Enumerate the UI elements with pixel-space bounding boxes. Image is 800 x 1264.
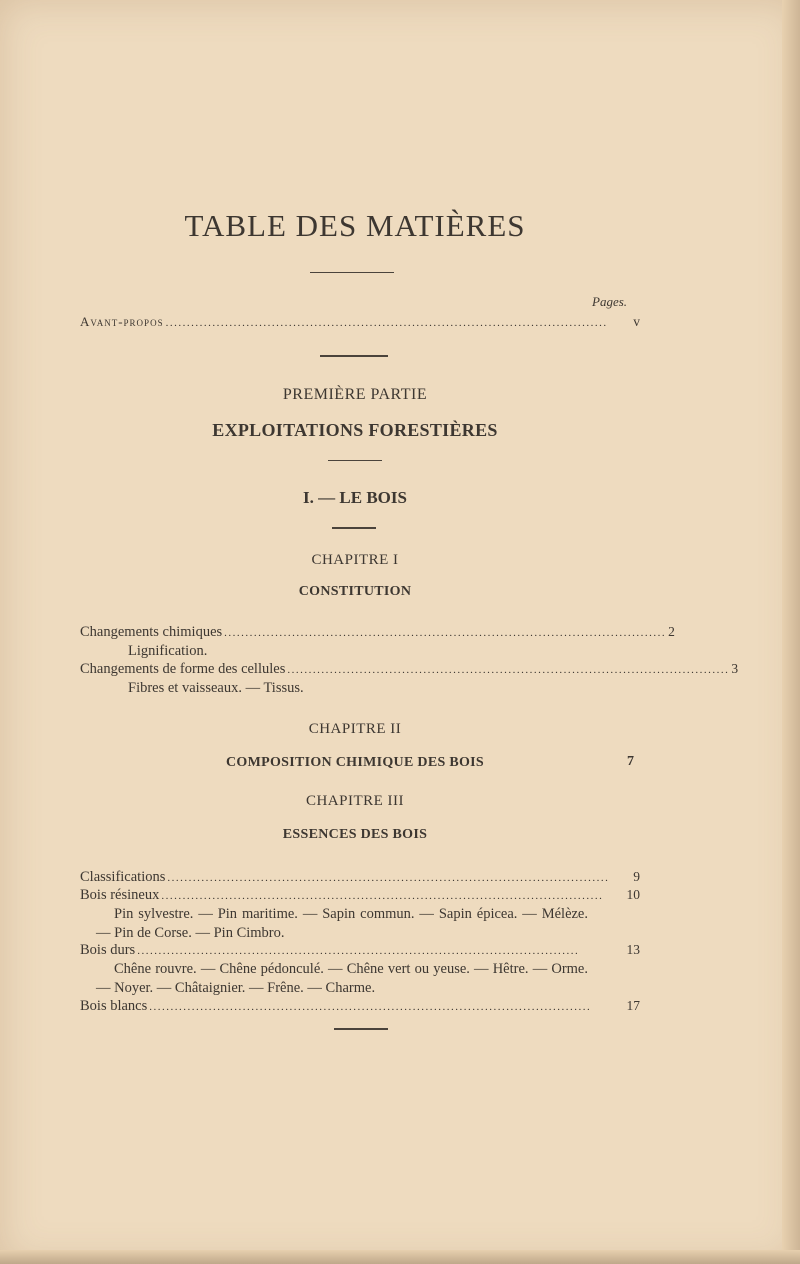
title-divider — [310, 272, 394, 273]
end-divider — [334, 1028, 388, 1030]
toc-entry[interactable] — [80, 998, 640, 1015]
toc-entry-avant-propos[interactable] — [80, 314, 640, 330]
leader-dots: ........................................................................................................ — [149, 1001, 592, 1013]
chapter-heading: CHAPITRE III — [305, 793, 405, 809]
toc-entry-label: Avant-propos — [80, 314, 164, 329]
toc-entry-page: 2 — [668, 624, 675, 639]
toc-entry-label: Bois durs — [80, 942, 136, 958]
toc-entry-page: 3 — [731, 661, 739, 676]
sub-section-divider — [332, 527, 376, 529]
chapter-title: ESSENCES DES BOIS — [282, 827, 428, 842]
leader-dots: ........................................................................................................ — [137, 945, 580, 957]
chapter-heading: CHAPITRE I — [311, 552, 399, 568]
section-divider — [320, 355, 388, 357]
toc-entry[interactable] — [80, 624, 675, 641]
toc-entry-page: 13 — [626, 942, 640, 957]
toc-entry-label: Changements chimiques — [80, 624, 223, 640]
toc-entry[interactable] — [80, 869, 640, 886]
toc-entry-page: 10 — [626, 887, 640, 902]
toc-entry-detail: Lignification. — [128, 643, 208, 659]
chapter-title[interactable]: COMPOSITION CHIMIQUE DES BOIS — [225, 755, 485, 770]
toc-entry-detail: Chêne rouvre. — Chêne pédonculé. — Chêne vert ou yeuse. — Hêtre. — Orme. — Noyer. — Châtaignier. — Frêne. — Charme. — [96, 961, 588, 996]
chapter-page: 7 — [627, 754, 634, 769]
leader-dots: ........................................................................................................ — [165, 317, 608, 329]
toc-entry-detail: Fibres et vaisseaux. — Tissus. — [128, 680, 304, 696]
toc-entry-page: 9 — [633, 869, 640, 884]
leader-dots: ........................................................................................................ — [287, 664, 730, 676]
toc-entry-label: Bois résineux — [80, 887, 160, 903]
toc-entry-label: Classifications — [80, 869, 166, 885]
pages-column-label: Pages. — [592, 294, 628, 309]
toc-entry-page: v — [633, 314, 640, 329]
page-title: TABLE DES MATIÈRES — [184, 208, 526, 243]
toc-entry[interactable] — [80, 661, 739, 678]
page-edge-bottom — [0, 1250, 800, 1264]
leader-dots: ........................................................................................................ — [161, 890, 604, 902]
leader-dots: ........................................................................................................ — [167, 872, 610, 884]
toc-entry-page: 17 — [626, 998, 640, 1013]
page-edge-right — [782, 0, 800, 1264]
toc-entry[interactable] — [80, 942, 640, 959]
toc-entry-label: Bois blancs — [80, 998, 148, 1014]
chapter-heading: CHAPITRE II — [308, 721, 402, 737]
part-heading: PREMIÈRE PARTIE — [282, 386, 428, 403]
toc-entry[interactable] — [80, 887, 640, 904]
sub-section-title: I. — LE BOIS — [303, 488, 407, 507]
section-title: EXPLOITATIONS FORESTIÈRES — [212, 420, 498, 440]
toc-entry-detail: Pin sylvestre. — Pin maritime. — Sapin commun. — Sapin épicea. — Mélèze. — Pin de Corse. — Pin Cimbro. — [96, 906, 588, 941]
section-divider — [328, 460, 382, 461]
leader-dots: ........................................................................................................ — [224, 627, 667, 639]
chapter-title: CONSTITUTION — [298, 584, 412, 599]
toc-entry-label: Changements de forme des cellules — [80, 661, 286, 677]
